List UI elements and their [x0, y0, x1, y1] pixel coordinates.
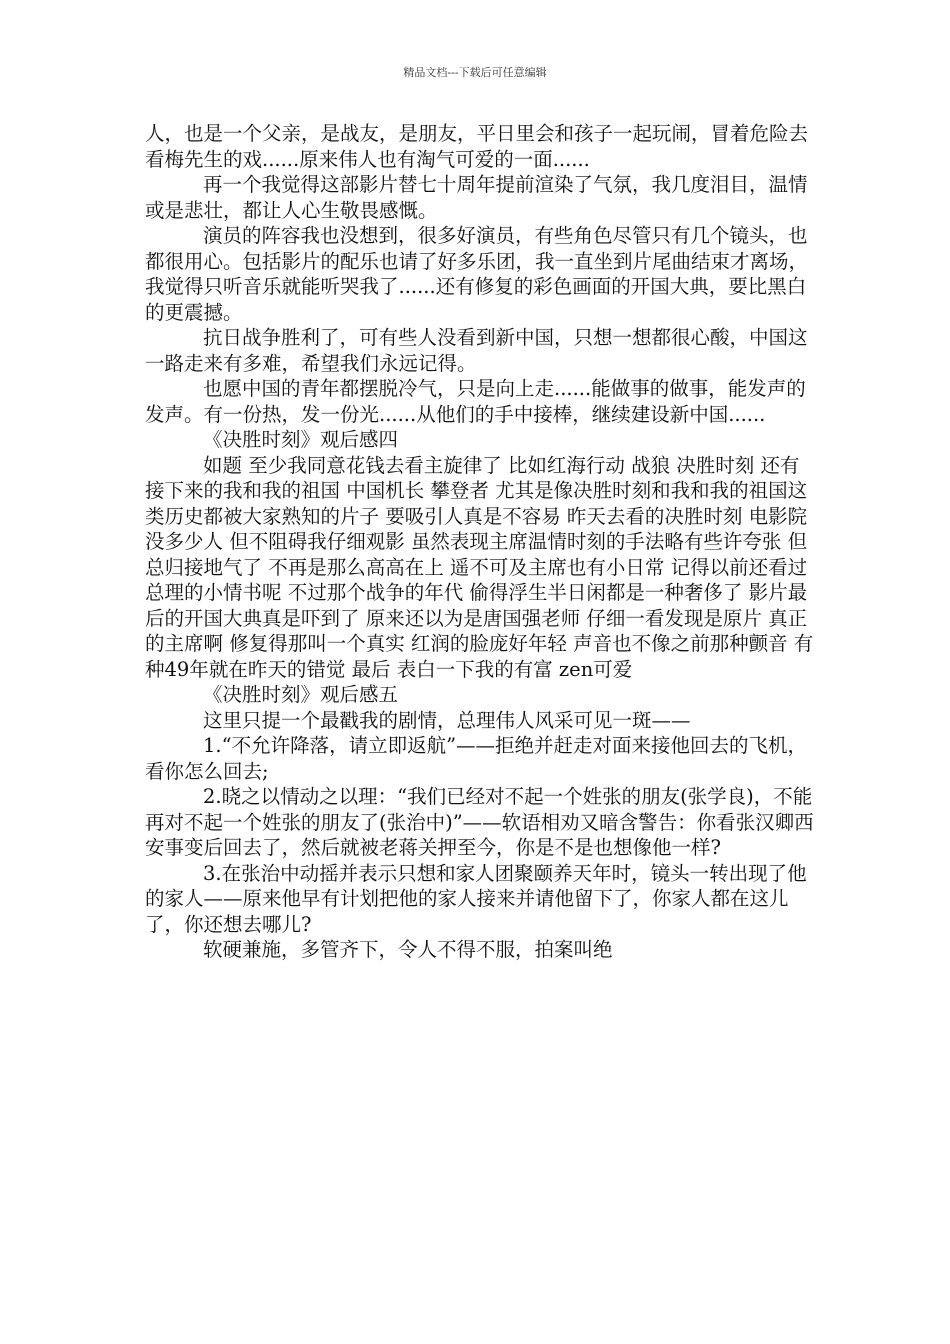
paragraph: 抗日战争胜利了，可有些人没看到新中国，只想一想都很心酸，中国这一路走来有多难，希望我们永远记得。: [145, 326, 808, 375]
paragraph: 再一个我觉得这部影片替七十周年提前渲染了气氛，我几度泪目，温情或是悲壮，都让人心生敬畏感慨。: [145, 173, 808, 222]
list-item: 2.晓之以情动之以理：“我们已经对不起一个姓张的朋友(张学良)，不能再对不起一个姓张的朋友了(张治中)”——软语相劝又暗含警告：你看张汉卿西安事变后回去了，然后就被老蒋关押至今，你是不是也想像他一样?: [145, 785, 814, 859]
document-body: [145, 121, 815, 963]
paragraph: 如题 至少我同意花钱去看主旋律了 比如红海行动 战狼 决胜时刻 还有接下来的我和我的祖国 中国机长 攀登者 尤其是像决胜时刻和我和我的祖国这类历史都被大家熟知的片子 要吸引人真是不容易 昨天去看的决胜时刻 电影院没多少人 但不阻碍我仔细观影 虽然表现主席温情时刻的手法略有些许夸张 但总归接地气了 不再是那么高高在上 遥不可及主席也有小日常 记得以前还看过总理的小情书呢 不过那个战争的年代 偷得浮生半日闲都是一种奢侈了 影片最后的开国大典真是吓到了 原来还以为是唐国强老师 仔细一看发现是原片 真正的主席啊 修复得那叫一个真实 红润的脸庞好年轻 声音也不像之前那种颤音 有种49年就在昨天的错觉 最后 表白一下我的有富 zen可爱: [145, 453, 814, 681]
paragraph: 也愿中国的青年都摆脱冷气，只是向上走......能做事的做事，能发声的发声。有一份热，发一份光......从他们的手中接棒，继续建设新中国......: [145, 377, 806, 426]
paragraph-continuation: 人，也是一个父亲，是战友，是朋友，平日里会和孩子一起玩闹，冒着危险去看梅先生的戏......原来伟人也有淘气可爱的一面......: [145, 122, 809, 171]
paragraph: 这里只提一个最戳我的剧情，总理伟人风采可见一斑——: [203, 708, 691, 732]
section-title: 《决胜时刻》观后感五: [203, 683, 399, 706]
paragraph: 演员的阵容我也没想到，很多好演员，有些角色尽管只有几个镜头，也都很用心。包括影片的配乐也请了好多乐团，我一直坐到片尾曲结束才离场，我觉得只听音乐就能听哭我了......还有修复的彩色画面的开国大典，要比黑白的更震撼。: [145, 224, 809, 324]
paragraph: 软硬兼施，多管齐下，令人不得不服，拍案叫绝: [203, 938, 613, 961]
page-header: 精品文档---下载后可任意编辑: [403, 66, 547, 79]
list-item: 1.“不允许降落，请立即返航”——拒绝并赶走对面来接他回去的飞机，看你怎么回去;: [145, 734, 808, 783]
section-title: 《决胜时刻》观后感四: [203, 428, 399, 451]
list-item: 3.在张治中动摇并表示只想和家人团聚颐养天年时，镜头一转出现了他的家人——原来他早有计划把他的家人接来并请他留下了，你家人都在这儿了，你还想去哪儿?: [145, 861, 807, 936]
